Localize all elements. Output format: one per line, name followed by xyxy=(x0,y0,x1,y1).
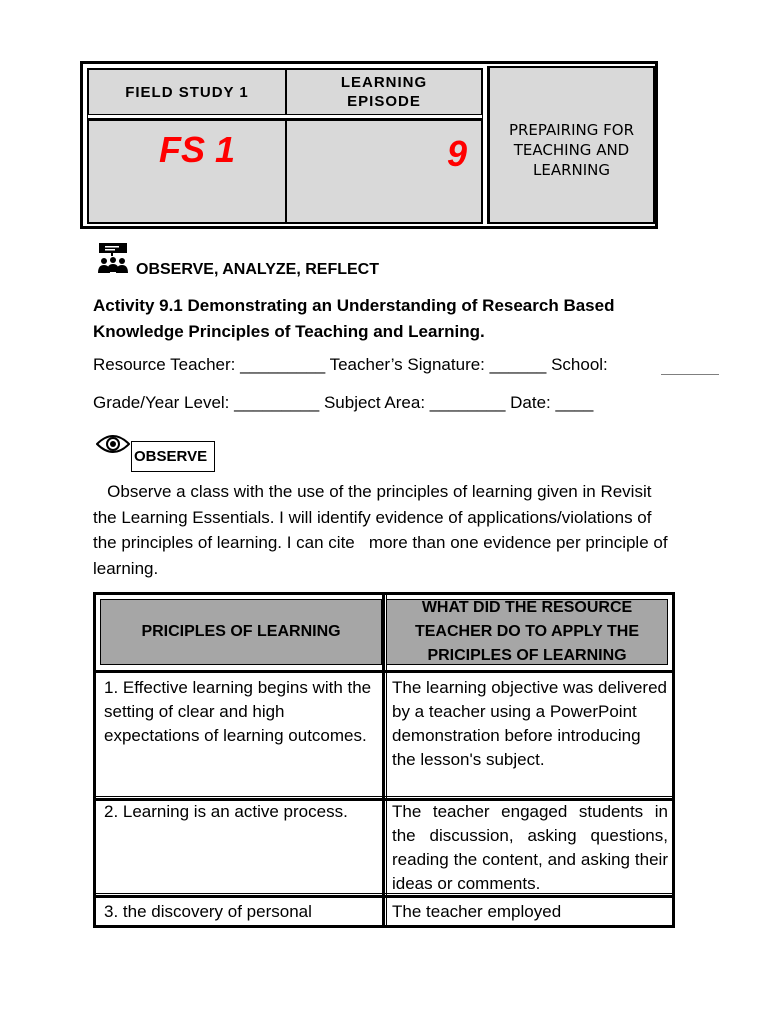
school-field-underline[interactable] xyxy=(661,374,719,375)
form-line-teacher: Resource Teacher: _________ Teacher’s Signature: ______ School: xyxy=(93,355,613,374)
field-study-cell xyxy=(88,69,286,115)
row-divider xyxy=(96,895,672,898)
people-presentation-icon xyxy=(97,243,129,275)
column-divider-inner xyxy=(386,595,387,925)
row-divider xyxy=(96,796,672,797)
principles-table xyxy=(93,592,675,928)
form-line-grade: Grade/Year Level: _________ Subject Area: ________ Date: ____ xyxy=(93,393,594,412)
field-study-label: FIELD STUDY 1 xyxy=(125,83,249,101)
principle-cell: 2. Learning is an active process. xyxy=(104,802,348,821)
activity-heading: Activity 9.1 Demonstrating an Understanding of Research Based Knowledge Principles of Teaching and Learning. xyxy=(93,296,615,341)
episode-header xyxy=(80,61,658,229)
episode-title-cell xyxy=(487,66,655,224)
application-cell: The teacher engaged students in the discussion, asking questions, reading the content, and asking their ideas or comments. xyxy=(392,802,668,893)
observe-instructions: Observe a class with the use of the principles of learning given in Revisit the Learning Essentials. I will identify evidence of applications/violations of the principles of learning. I can cite more than one evidence per principle of learning. xyxy=(93,482,673,578)
episode-number: 9 xyxy=(446,133,467,174)
row-divider xyxy=(96,670,672,673)
column-divider xyxy=(382,595,385,925)
row-divider xyxy=(96,893,672,894)
episode-number-cell xyxy=(286,118,482,223)
episode-title: PREPAIRING FOR TEACHING AND LEARNING xyxy=(508,121,635,179)
observe-label: OBSERVE xyxy=(131,441,215,472)
header-inner-frame xyxy=(87,68,483,224)
principle-cell: 1. Effective learning begins with the setting of clear and high expectations of learning outcomes. xyxy=(104,678,372,745)
principle-cell: 3. the discovery of personal xyxy=(104,902,312,921)
application-cell: The teacher employed xyxy=(392,902,562,921)
fs-value: FS 1 xyxy=(159,129,236,170)
eye-icon xyxy=(96,434,130,454)
learning-episode-label: LEARNING EPISODE xyxy=(340,74,428,110)
fs-value-cell xyxy=(88,118,286,223)
learning-episode-cell xyxy=(286,69,482,115)
application-cell: The learning objective was delivered by a teacher using a PowerPoint demonstration before introducing the lesson's subject. xyxy=(392,678,667,769)
section-title: OBSERVE, ANALYZE, REFLECT xyxy=(136,261,379,278)
table-header-application: WHAT DID THE RESOURCE TEACHER DO TO APPLY THE PRICIPLES OF LEARNING xyxy=(386,599,668,665)
table-header-principles: PRICIPLES OF LEARNING xyxy=(100,599,382,665)
